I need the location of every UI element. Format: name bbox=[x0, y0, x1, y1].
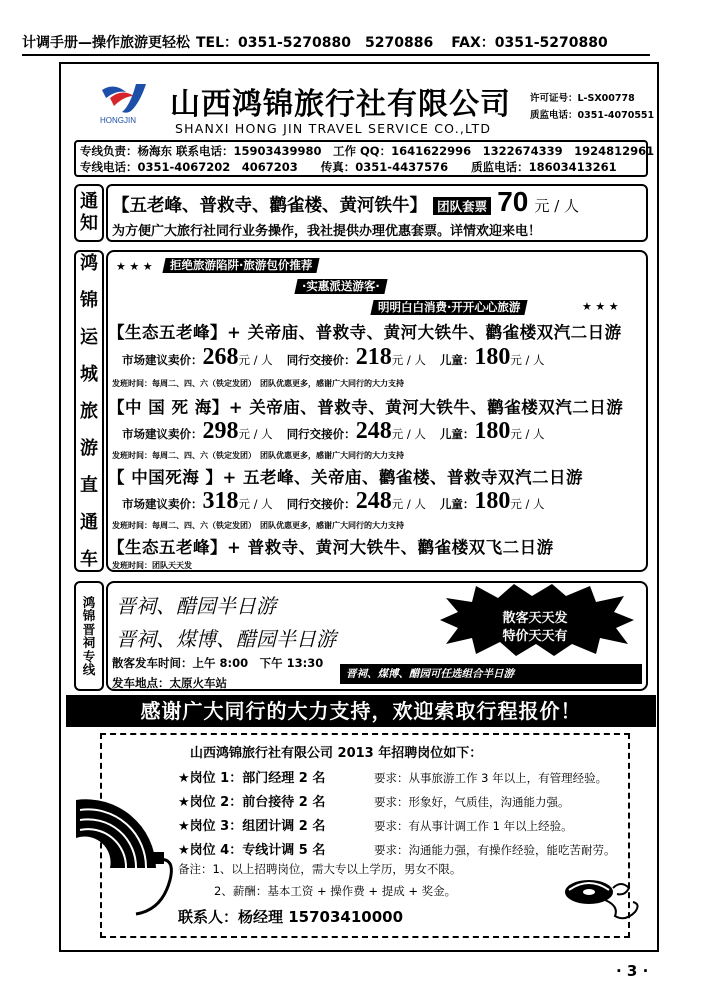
contact-line-2: 专线电话：0351-4067202 4067203 传真：0351-4437576 质监电话：18603413261 bbox=[80, 160, 617, 174]
logo-text: HONGJIN bbox=[100, 116, 136, 125]
tours-side-char: 直 bbox=[80, 474, 98, 496]
jinci-side-label bbox=[74, 581, 104, 691]
tour-departure-1: 发班时间：每周二、四、六（铁定发团） 团队优惠更多，感谢广大同行的大力支持 bbox=[112, 379, 404, 388]
tour-route-1: 【生态五老峰】+ 关帝庙、普救寺、黄河大铁牛、鹳雀楼双汽二日游 bbox=[108, 323, 622, 342]
top-bar bbox=[22, 30, 650, 56]
tours-side-label bbox=[74, 250, 104, 572]
jinci-side-char: 祠 bbox=[82, 635, 96, 650]
jinci-place: 发车地点：太原火车站 bbox=[112, 676, 227, 690]
tours-side-char: 城 bbox=[80, 363, 98, 385]
banner-2 bbox=[294, 279, 387, 294]
position-name: ★岗位 2：前台接待 2 名 bbox=[178, 795, 326, 810]
market-label: 市场建议卖价： bbox=[122, 497, 203, 511]
telephone-icon bbox=[555, 862, 645, 930]
position-name: ★岗位 4：专线计调 5 名 bbox=[178, 843, 326, 858]
position-requirement: 要求：有从事计调工作 1 年以上经验。 bbox=[374, 819, 573, 833]
vinyl-record-icon bbox=[66, 760, 196, 920]
license-block bbox=[530, 90, 654, 124]
price-unit: 元 / 人 bbox=[391, 427, 426, 441]
top-fax: FAX：0351-5270880 bbox=[451, 35, 608, 51]
peer-price: 218 bbox=[355, 344, 392, 370]
tour-departure-4: 发班时间：团队天天发 bbox=[112, 561, 192, 570]
child-price: 180 bbox=[474, 344, 511, 370]
price-unit: 元 / 人 bbox=[510, 427, 545, 441]
tours-side-char: 通 bbox=[80, 511, 98, 533]
contact-box bbox=[74, 140, 655, 177]
market-price: 298 bbox=[202, 418, 239, 444]
banner-1-text: 拒绝旅游陷阱·旅游包价推荐 bbox=[170, 258, 313, 272]
price-unit: 元 / 人 bbox=[238, 427, 273, 441]
tours-side-char: 鸿 bbox=[80, 252, 98, 274]
page-number: · 3 · bbox=[616, 962, 649, 980]
tour-route-3: 【 中国死海 】+ 五老峰、关帝庙、鹳雀楼、普救寺双汽二日游 bbox=[108, 468, 584, 487]
notice-headline bbox=[112, 186, 579, 218]
position-requirement: 要求：沟通能力强，有操作经验，能吃苦耐劳。 bbox=[374, 843, 616, 857]
thanks-banner: 感谢广大同行的大力支持，欢迎索取行程报价！ bbox=[66, 695, 656, 727]
recruit-note-2: 2、薪酬：基本工资 + 操作费 + 提成 + 奖金。 bbox=[214, 884, 457, 898]
peer-label: 同行交接价： bbox=[286, 497, 356, 511]
promo-burst-line-2: 特价天天有 bbox=[502, 629, 568, 644]
tour-route-2: 【中 国 死 海】+ 关帝庙、普救寺、黄河大铁牛、鹳雀楼双汽二日游 bbox=[108, 398, 624, 417]
market-price: 318 bbox=[202, 488, 239, 514]
jinci-side-char: 线 bbox=[82, 662, 96, 677]
jinci-side-char: 鸿 bbox=[82, 594, 96, 610]
banner-3 bbox=[370, 300, 528, 315]
notice-tag: 团队套票 bbox=[433, 197, 491, 215]
peer-price: 248 bbox=[355, 488, 392, 514]
banner-3-text: 明明白白消费·开开心心旅游 bbox=[378, 300, 521, 314]
tour-departure-3: 发班时间：每周二、四、六（铁定发团） 团队优惠更多，感谢广大同行的大力支持 bbox=[112, 521, 404, 530]
notice-unit: 元 / 人 bbox=[534, 197, 580, 215]
position-requirement: 要求：形象好，气质佳，沟通能力强。 bbox=[374, 795, 570, 809]
recruit-position-2 bbox=[178, 791, 570, 810]
tour-departure-2: 发班时间：每周二、四、六（铁定发团） 团队优惠更多，感谢广大同行的大力支持 bbox=[112, 451, 404, 460]
tour-price-row-2 bbox=[122, 418, 559, 445]
peer-label: 同行交接价： bbox=[286, 427, 356, 441]
top-tel: TEL：0351-5270880 5270886 bbox=[196, 35, 434, 51]
price-unit: 元 / 人 bbox=[391, 353, 426, 367]
license-number: 许可证号：L-SX00778 bbox=[530, 93, 635, 104]
recruit-position-4 bbox=[178, 839, 616, 858]
recruit-note-1: 备注：1、以上招聘岗位，需大专以上学历，男女不限。 bbox=[178, 862, 462, 876]
jinci-time: 散客发车时间：上午 8:00 下午 13:30 bbox=[112, 656, 324, 670]
contact-line-1: 专线负责：杨海东 联系电话：15903439980 工作 QQ：1641622996 1322674339 1924812961 bbox=[80, 144, 655, 158]
jinci-line-1: 晋祠、醋园半日游 bbox=[116, 594, 276, 618]
tours-side-char: 旅 bbox=[80, 400, 98, 422]
tours-side-char: 运 bbox=[80, 326, 98, 348]
price-unit: 元 / 人 bbox=[510, 353, 545, 367]
quality-tel: 质监电话：0351-4070551 bbox=[530, 110, 655, 121]
position-requirement: 要求：从事旅游工作 3 年以上，有管理经验。 bbox=[374, 771, 608, 785]
tours-side-char: 锦 bbox=[80, 289, 98, 311]
tours-side-char: 游 bbox=[80, 437, 98, 459]
stars-right: ★ ★ ★ bbox=[582, 300, 619, 313]
jinci-side-char: 专 bbox=[82, 648, 96, 664]
child-price: 180 bbox=[474, 418, 511, 444]
child-label: 儿童： bbox=[439, 353, 475, 367]
recruit-position-1 bbox=[178, 767, 607, 786]
company-english-name: SHANXI HONG JIN TRAVEL SERVICE CO.,LTD bbox=[175, 121, 492, 136]
market-price: 268 bbox=[202, 344, 239, 370]
position-name: ★岗位 3：组团计调 2 名 bbox=[178, 819, 326, 834]
recruit-position-3 bbox=[178, 815, 573, 834]
tour-route-4: 【生态五老峰】+ 普救寺、黄河大铁牛、鹳雀楼双飞二日游 bbox=[108, 538, 554, 557]
notice-price: 70 bbox=[497, 186, 529, 217]
recruit-contact: 联系人：杨经理 15703410000 bbox=[178, 908, 404, 926]
notice-side-label bbox=[74, 184, 104, 242]
jinci-strip: 晋祠、煤博、醋园可任选组合半日游 bbox=[340, 664, 642, 684]
price-unit: 元 / 人 bbox=[238, 497, 273, 511]
price-unit: 元 / 人 bbox=[510, 497, 545, 511]
jinci-line-2: 晋祠、煤博、醋园半日游 bbox=[116, 627, 336, 651]
notice-side-char: 知 bbox=[80, 213, 98, 234]
notice-description: 为方便广大旅行社同行业务操作，我社提供办理优惠套票。详情欢迎来电！ bbox=[112, 224, 542, 239]
price-unit: 元 / 人 bbox=[238, 353, 273, 367]
notice-title: 【五老峰、普救寺、鹳雀楼、黄河铁牛】 bbox=[112, 196, 427, 216]
jinci-side-char: 晋 bbox=[82, 621, 96, 637]
market-label: 市场建议卖价： bbox=[122, 427, 203, 441]
position-name: ★岗位 1：部门经理 2 名 bbox=[178, 771, 326, 786]
jinci-side-char: 锦 bbox=[82, 608, 96, 623]
tour-price-row-1 bbox=[122, 344, 559, 371]
peer-label: 同行交接价： bbox=[286, 353, 356, 367]
price-unit: 元 / 人 bbox=[391, 497, 426, 511]
notice-side-char: 通 bbox=[80, 191, 98, 212]
top-label: 计调手册—操作旅游更轻松 bbox=[22, 35, 190, 51]
banner-1 bbox=[162, 258, 320, 273]
stars-left: ★ ★ ★ bbox=[116, 260, 153, 273]
market-label: 市场建议卖价： bbox=[122, 353, 203, 367]
tours-side-char: 车 bbox=[80, 548, 98, 570]
child-label: 儿童： bbox=[439, 427, 475, 441]
tour-price-row-3 bbox=[122, 488, 559, 515]
banner-2-text: ·实惠派送游客· bbox=[302, 279, 380, 293]
company-name: 山西鸿锦旅行社有限公司 bbox=[170, 87, 511, 122]
company-logo bbox=[96, 80, 160, 126]
child-label: 儿童： bbox=[439, 497, 475, 511]
recruit-title: 山西鸿锦旅行社有限公司 2013 年招聘岗位如下： bbox=[190, 746, 483, 761]
peer-price: 248 bbox=[355, 418, 392, 444]
promo-burst-line-1: 散客天天发 bbox=[502, 611, 568, 626]
child-price: 180 bbox=[474, 488, 511, 514]
